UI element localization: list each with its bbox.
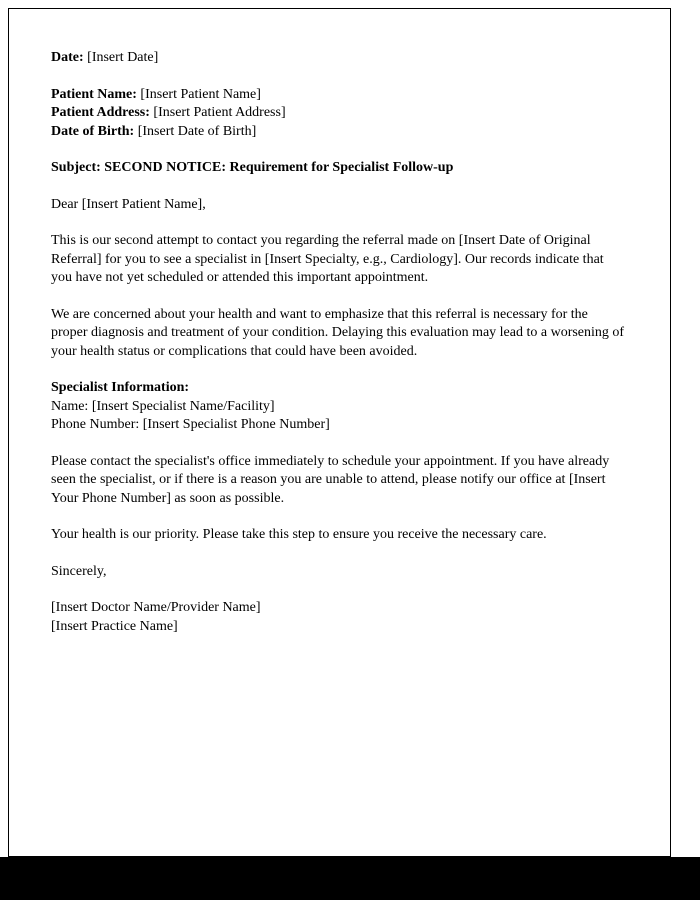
paragraph-second-attempt: This is our second attempt to contact you regarding the referral made on [Insert Date of Original Referral] for you to see a specialist in [Insert Specialty, e.g., Cardiology]. Our records indicate that you have not yet scheduled or attended this important appointment. — [51, 233, 604, 285]
subject-line: Subject: SECOND NOTICE: Requirement for Specialist Follow-up — [51, 160, 454, 175]
date-label: Date: — [51, 50, 84, 65]
closing: Sincerely, — [51, 563, 107, 579]
patient-name-line — [51, 86, 626, 105]
patient-info-block — [51, 86, 626, 142]
signature-practice-line: [Insert Practice Name] — [51, 618, 178, 634]
patient-address-value: [Insert Patient Address] — [153, 105, 286, 120]
paragraph-contact-instructions: Please contact the specialist's office immediately to schedule your appointment. If you have already seen the specialist, or if there is a reason you are unable to attend, please notify our office at [Insert Your Phone Number] as soon as possible. — [51, 453, 610, 506]
date-of-birth-value: [Insert Date of Birth] — [137, 123, 257, 139]
patient-address-label: Patient Address: — [51, 105, 150, 120]
specialist-info-heading: Specialist Information: — [51, 380, 190, 395]
patient-name-value: [Insert Patient Name] — [140, 86, 261, 102]
patient-address-line — [51, 104, 626, 123]
signature-doctor-line: [Insert Doctor Name/Provider Name] — [51, 600, 261, 615]
paragraph-health-concern: We are concerned about your health and want to emphasize that this referral is necessary for the proper diagnosis and treatment of your condition. Delaying this evaluation may lead to a worsening of your health status or complications that could have been avoided. — [51, 306, 625, 359]
footer-bar — [0, 857, 700, 900]
salutation: Dear [Insert Patient Name], — [51, 196, 206, 212]
date-line — [51, 49, 626, 68]
date-block — [51, 49, 626, 68]
specialist-info-block — [51, 379, 626, 435]
letter-content — [9, 9, 670, 636]
specialist-phone-line: Phone Number: [Insert Specialist Phone Number] — [51, 417, 330, 432]
date-of-birth-line — [51, 123, 626, 142]
date-of-birth-label: Date of Birth: — [51, 123, 135, 139]
signature-block — [51, 599, 626, 636]
patient-name-label: Patient Name: — [51, 86, 137, 102]
letter-page — [8, 8, 671, 857]
paragraph-priority: Your health is our priority. Please take this step to ensure you receive the necessary care. — [51, 527, 547, 542]
specialist-name-line: Name: [Insert Specialist Name/Facility] — [51, 398, 275, 414]
date-value: [Insert Date] — [87, 50, 159, 65]
